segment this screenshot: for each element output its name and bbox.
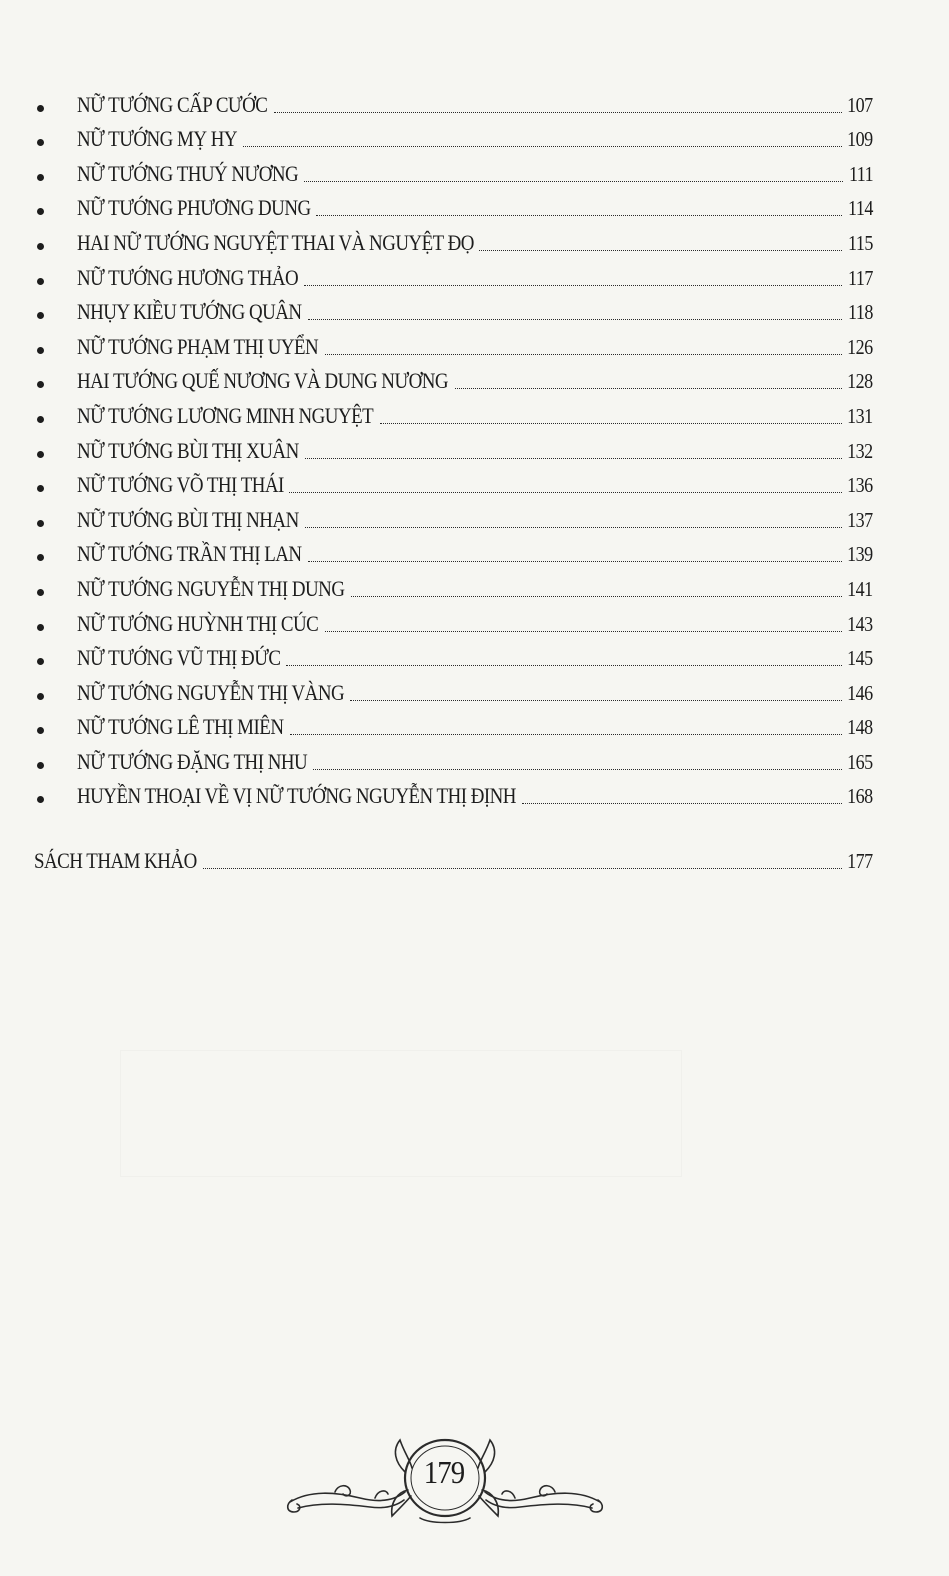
dot-leader (351, 596, 842, 597)
toc-entry (77, 680, 873, 706)
toc-entry-title: NỮ TƯỚNG MỴ HY (77, 126, 238, 152)
toc-row (0, 365, 949, 400)
toc-entry (77, 230, 873, 256)
bullet-icon (37, 312, 44, 319)
dot-leader (350, 700, 842, 701)
toc-entry (77, 161, 873, 187)
toc-entry (77, 92, 873, 118)
toc-entry-page: 145 (847, 646, 873, 671)
toc-entry-page: 139 (847, 542, 873, 567)
toc-entry-title: NỮ TƯỚNG ĐẶNG THỊ NHU (77, 748, 308, 774)
toc-entry-page: 137 (847, 507, 873, 532)
toc-entry-title: NHỤY KIỀU TƯỚNG QUÂN (77, 299, 302, 325)
toc-entry-page: 141 (847, 576, 873, 601)
toc-entry-title: NỮ TƯỚNG THUÝ NƯƠNG (77, 160, 299, 186)
page-number: 179 (423, 1454, 465, 1490)
dot-leader (308, 561, 842, 562)
bullet-icon (37, 347, 44, 354)
toc-row (0, 469, 949, 504)
toc-entry-title: NỮ TƯỚNG PHƯƠNG DUNG (77, 195, 311, 221)
bullet-icon (37, 381, 44, 388)
toc-entry-page: 107 (847, 92, 873, 117)
toc-row (0, 780, 949, 815)
bullet-icon (37, 105, 44, 112)
toc-row (0, 711, 949, 746)
toc-entry-title: NỮ TƯỚNG CẤP CƯỚC (77, 91, 268, 117)
toc-entry-page: 109 (847, 127, 873, 152)
dot-leader (304, 285, 842, 286)
bullet-icon (37, 693, 44, 700)
toc-entry (77, 438, 873, 464)
toc-entry-page: 143 (847, 611, 873, 636)
toc-entry-page: 126 (847, 334, 873, 359)
toc-entry (77, 126, 873, 152)
show-through-box (120, 1050, 682, 1177)
toc-row (0, 123, 949, 158)
toc-entry-title: NỮ TƯỚNG VŨ THỊ ĐỨC (77, 645, 281, 671)
toc-row (0, 261, 949, 296)
toc-entry-page: 118 (848, 300, 873, 325)
toc-entry-title: NỮ TƯỚNG PHẠM THỊ UYỂN (77, 333, 319, 359)
toc-entry (77, 265, 873, 291)
toc-row (0, 296, 949, 331)
dot-leader (274, 112, 842, 113)
toc-entry (77, 541, 873, 567)
dot-leader (308, 319, 843, 320)
toc-entry-page: 165 (847, 749, 873, 774)
toc-entry (77, 576, 873, 602)
bullet-icon (37, 416, 44, 423)
toc-entry-page: 131 (847, 403, 873, 428)
toc-entry-title: NỮ TƯỚNG HƯƠNG THẢO (77, 264, 299, 290)
toc-row (0, 607, 949, 642)
toc-entry (77, 611, 873, 637)
bullet-icon (37, 139, 44, 146)
dot-leader (522, 803, 841, 804)
toc-row (0, 157, 949, 192)
toc-entry-title: NỮ TƯỚNG LÊ THỊ MIÊN (77, 714, 284, 740)
toc-row (0, 676, 949, 711)
toc-entry-page: 148 (847, 715, 873, 740)
toc-entry-page: 132 (847, 438, 873, 463)
bullet-icon (37, 485, 44, 492)
toc-entry-title: HUYỀN THOẠI VỀ VỊ NỮ TƯỚNG NGUYỄN THỊ ĐỊNH (77, 783, 516, 809)
dot-leader (290, 734, 842, 735)
dot-leader (380, 423, 842, 424)
reference-page: 177 (847, 849, 873, 873)
toc-row (0, 399, 949, 434)
toc-entry (77, 299, 873, 325)
toc-entry-page: 111 (848, 161, 873, 186)
bullet-icon (37, 554, 44, 561)
toc-entry-title: HAI TƯỚNG QUẾ NƯƠNG VÀ DUNG NƯƠNG (77, 368, 449, 394)
toc-row (0, 434, 949, 469)
toc-row (0, 745, 949, 780)
toc-row (0, 503, 949, 538)
toc-entry (77, 714, 873, 740)
dot-leader (304, 181, 842, 182)
toc-entry-page: 117 (848, 265, 873, 290)
bullet-icon (37, 796, 44, 803)
toc-entry-title: NỮ TƯỚNG BÙI THỊ NHẠN (77, 506, 299, 532)
toc-entry (77, 645, 873, 671)
toc-entry-title: NỮ TƯỚNG VÕ THỊ THÁI (77, 472, 284, 498)
toc-entry (77, 507, 873, 533)
toc-entry-page: 128 (847, 369, 873, 394)
dot-leader (305, 458, 842, 459)
toc-entry (77, 334, 873, 360)
toc-row (0, 88, 949, 123)
toc-entry-title: NỮ TƯỚNG HUỲNH THỊ CÚC (77, 610, 319, 636)
dot-leader (313, 769, 842, 770)
reference-entry (34, 840, 873, 874)
toc-entry-title: NỮ TƯỚNG TRẦN THỊ LAN (77, 541, 302, 567)
dot-leader (203, 868, 842, 869)
toc-entry-title: NỮ TƯỚNG NGUYỄN THỊ DUNG (77, 575, 345, 601)
table-of-contents (0, 88, 949, 814)
toc-entry-title: HAI NỮ TƯỚNG NGUYỆT THAI VÀ NGUYỆT ĐỌ (77, 229, 474, 255)
toc-entry-title: NỮ TƯỚNG BÙI THỊ XUÂN (77, 437, 299, 463)
toc-entry-title: NỮ TƯỚNG NGUYỄN THỊ VÀNG (77, 679, 345, 705)
toc-entry-page: 146 (847, 680, 873, 705)
bullet-icon (37, 243, 44, 250)
toc-entry (77, 195, 873, 221)
dot-leader (289, 492, 841, 493)
bullet-icon (37, 762, 44, 769)
toc-entry (77, 368, 873, 394)
toc-entry-page: 115 (848, 230, 873, 255)
bullet-icon (37, 451, 44, 458)
toc-row (0, 192, 949, 227)
toc-row (0, 330, 949, 365)
toc-row (0, 642, 949, 677)
bullet-icon (37, 520, 44, 527)
bullet-icon (37, 278, 44, 285)
toc-row (0, 226, 949, 261)
bullet-icon (37, 589, 44, 596)
toc-row (0, 572, 949, 607)
dot-leader (455, 388, 842, 389)
toc-row (0, 538, 949, 573)
bullet-icon (37, 208, 44, 215)
bullet-icon (37, 727, 44, 734)
toc-entry-page: 114 (848, 196, 873, 221)
dot-leader (479, 250, 842, 251)
toc-entry (77, 749, 873, 775)
dot-leader (243, 146, 842, 147)
bullet-icon (37, 624, 44, 631)
toc-entry (77, 403, 873, 429)
dot-leader (325, 354, 842, 355)
reference-title: SÁCH THAM KHẢO (34, 848, 197, 873)
toc-entry-page: 136 (847, 473, 873, 498)
dot-leader (286, 665, 842, 666)
toc-entry-page: 168 (847, 784, 873, 809)
toc-entry (77, 783, 873, 809)
toc-entry-title: NỮ TƯỚNG LƯƠNG MINH NGUYỆT (77, 402, 374, 428)
dot-leader (316, 215, 842, 216)
toc-entry (77, 472, 873, 498)
bullet-icon (37, 658, 44, 665)
dot-leader (305, 527, 842, 528)
bullet-icon (37, 174, 44, 181)
dot-leader (325, 631, 842, 632)
